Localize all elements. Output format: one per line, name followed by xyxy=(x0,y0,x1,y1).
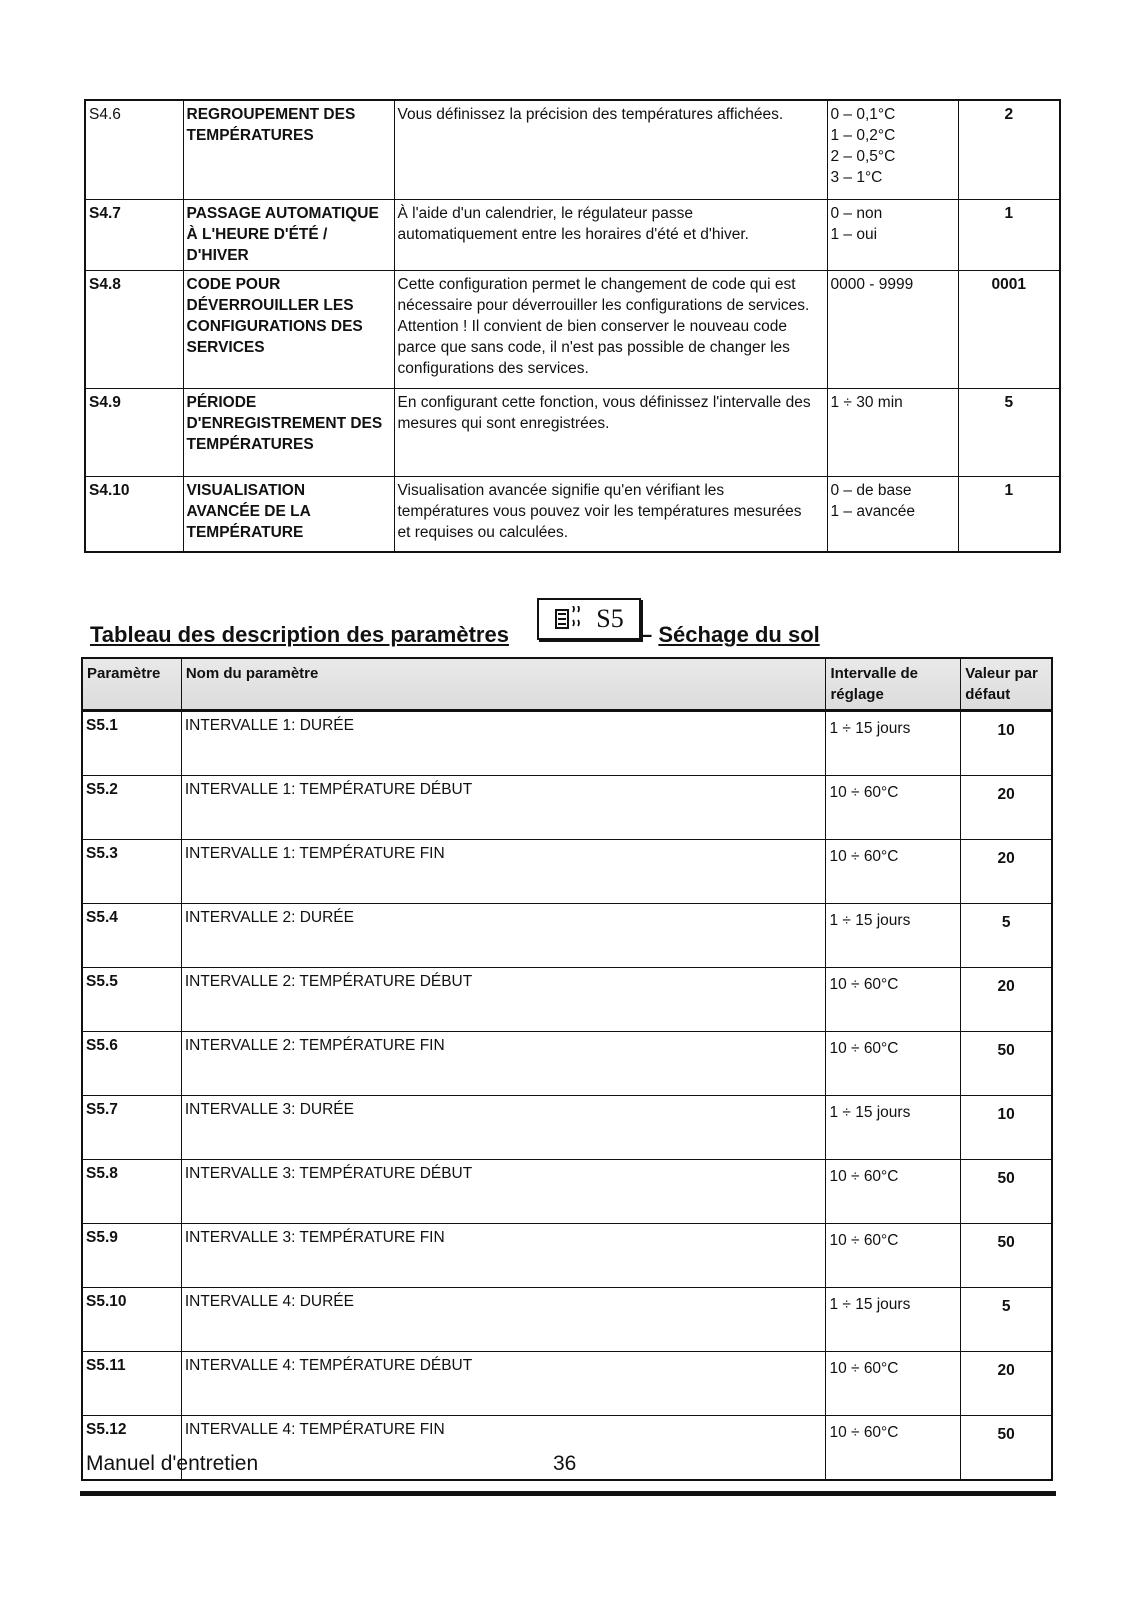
param-default: 5 xyxy=(961,1288,1052,1352)
param-name: INTERVALLE 1: TEMPÉRATURE FIN xyxy=(181,840,826,904)
param-default: 10 xyxy=(961,711,1052,776)
param-default: 1 xyxy=(958,199,1060,270)
param-name: INTERVALLE 2: TEMPÉRATURE FIN xyxy=(181,1032,826,1096)
s5-badge-label: S5 xyxy=(596,604,624,633)
param-code: S5.3 xyxy=(82,840,181,904)
param-description: Visualisation avancée signifie qu'en vérifiant les températures vous pouvez voir les températures mesurées et requises ou calculées. xyxy=(394,476,827,552)
param-name: INTERVALLE 1: TEMPÉRATURE DÉBUT xyxy=(181,776,826,840)
floor-drying-icon xyxy=(554,606,590,632)
param-code: S5.10 xyxy=(82,1288,181,1352)
param-description: Vous définissez la précision des températures affichées. xyxy=(394,100,827,199)
param-name: INTERVALLE 4: TEMPÉRATURE FIN xyxy=(181,1416,826,1481)
param-default: 0001 xyxy=(958,270,1060,388)
param-range: 1 ÷ 15 jours xyxy=(826,904,961,968)
table-row xyxy=(85,100,1060,199)
param-name: INTERVALLE 4: TEMPÉRATURE DÉBUT xyxy=(181,1352,826,1416)
param-range: 10 ÷ 60°C xyxy=(826,1416,961,1481)
param-range: 1 ÷ 15 jours xyxy=(826,1096,961,1160)
param-default: 20 xyxy=(961,968,1052,1032)
param-code: S4.6 xyxy=(85,100,183,199)
param-default: 10 xyxy=(961,1096,1052,1160)
param-range: 10 ÷ 60°C xyxy=(826,1224,961,1288)
column-header-default: Valeur par défaut xyxy=(961,658,1052,711)
table-row xyxy=(82,1352,1052,1416)
param-range: 10 ÷ 60°C xyxy=(826,1160,961,1224)
param-code: S5.5 xyxy=(82,968,181,1032)
section-heading-subtitle: – Séchage du sol xyxy=(640,622,820,647)
param-range: 1 ÷ 30 min xyxy=(827,388,958,476)
param-default: 1 xyxy=(958,476,1060,552)
param-default: 20 xyxy=(961,1352,1052,1416)
param-name: INTERVALLE 3: DURÉE xyxy=(181,1096,826,1160)
param-name: INTERVALLE 2: TEMPÉRATURE DÉBUT xyxy=(181,968,826,1032)
table-row xyxy=(82,840,1052,904)
param-default: 50 xyxy=(961,1416,1052,1481)
parameter-table-s4-body xyxy=(85,100,1060,552)
param-default: 20 xyxy=(961,840,1052,904)
param-name: PASSAGE AUTOMATIQUE À L'HEURE D'ÉTÉ / D'HIVER xyxy=(183,199,394,270)
table-row xyxy=(82,904,1052,968)
param-name: CODE POUR DÉVERROUILLER LES CONFIGURATIONS DES SERVICES xyxy=(183,270,394,388)
table-row xyxy=(82,1032,1052,1096)
param-name: INTERVALLE 2: DURÉE xyxy=(181,904,826,968)
param-code: S5.9 xyxy=(82,1224,181,1288)
s5-badge xyxy=(537,598,641,640)
param-range: 0 – de base 1 – avancée xyxy=(827,476,958,552)
param-range: 1 ÷ 15 jours xyxy=(826,711,961,776)
param-default: 50 xyxy=(961,1224,1052,1288)
param-code: S5.7 xyxy=(82,1096,181,1160)
table-row xyxy=(82,968,1052,1032)
param-code: S4.10 xyxy=(85,476,183,552)
param-default: 50 xyxy=(961,1160,1052,1224)
param-range: 10 ÷ 60°C xyxy=(826,840,961,904)
param-range: 10 ÷ 60°C xyxy=(826,776,961,840)
param-code: S4.9 xyxy=(85,388,183,476)
section-heading-text: Tableau des description des paramètres xyxy=(90,622,509,647)
param-name: INTERVALLE 3: TEMPÉRATURE FIN xyxy=(181,1224,826,1288)
table-header-row xyxy=(82,658,1052,711)
section-heading xyxy=(90,598,1050,647)
param-code: S5.11 xyxy=(82,1352,181,1416)
param-range: 0 – non 1 – oui xyxy=(827,199,958,270)
param-default: 20 xyxy=(961,776,1052,840)
column-header-range: Intervalle de réglage xyxy=(826,658,961,711)
page-number: 36 xyxy=(553,1452,577,1475)
param-default: 2 xyxy=(958,100,1060,199)
table-row xyxy=(85,388,1060,476)
param-description: Cette configuration permet le changement de code qui est nécessaire pour déverrouiller les configurations de services. Attention ! Il convient de bien conserver le nouveau code parce que sans code, il n'est pas possible de changer les configurations des services. xyxy=(394,270,827,388)
table-row xyxy=(85,270,1060,388)
column-header-name: Nom du paramètre xyxy=(181,658,826,711)
parameter-table-s4 xyxy=(84,99,1061,553)
footer-rule xyxy=(80,1491,1056,1496)
param-name: VISUALISATION AVANCÉE DE LA TEMPÉRATURE xyxy=(183,476,394,552)
param-code: S4.7 xyxy=(85,199,183,270)
table-row xyxy=(82,1160,1052,1224)
page-footer xyxy=(86,1452,1056,1502)
table-row xyxy=(82,1224,1052,1288)
param-name: PÉRIODE D'ENREGISTREMENT DES TEMPÉRATURES xyxy=(183,388,394,476)
table-row xyxy=(85,476,1060,552)
table-row xyxy=(82,1096,1052,1160)
table-row xyxy=(82,1288,1052,1352)
param-default: 5 xyxy=(961,904,1052,968)
param-default: 50 xyxy=(961,1032,1052,1096)
parameter-table-s5 xyxy=(81,657,1053,1481)
param-code: S5.12 xyxy=(82,1416,181,1481)
param-range: 10 ÷ 60°C xyxy=(826,968,961,1032)
param-range: 10 ÷ 60°C xyxy=(826,1032,961,1096)
table-row xyxy=(85,199,1060,270)
column-header-param: Paramètre xyxy=(82,658,181,711)
parameter-table-s5-body xyxy=(82,711,1052,1481)
param-description: En configurant cette fonction, vous définissez l'intervalle des mesures qui sont enregistrées. xyxy=(394,388,827,476)
param-code: S4.8 xyxy=(85,270,183,388)
param-code: S5.6 xyxy=(82,1032,181,1096)
param-range: 10 ÷ 60°C xyxy=(826,1352,961,1416)
table-row xyxy=(82,776,1052,840)
param-code: S5.4 xyxy=(82,904,181,968)
param-name: INTERVALLE 1: DURÉE xyxy=(181,711,826,776)
param-range: 1 ÷ 15 jours xyxy=(826,1288,961,1352)
param-range: 0000 - 9999 xyxy=(827,270,958,388)
param-code: S5.1 xyxy=(82,711,181,776)
param-code: S5.8 xyxy=(82,1160,181,1224)
param-description: À l'aide d'un calendrier, le régulateur passe automatiquement entre les horaires d'été et d'hiver. xyxy=(394,199,827,270)
param-name: INTERVALLE 3: TEMPÉRATURE DÉBUT xyxy=(181,1160,826,1224)
param-name: INTERVALLE 4: DURÉE xyxy=(181,1288,826,1352)
table-row xyxy=(82,711,1052,776)
param-range: 0 – 0,1°C 1 – 0,2°C 2 – 0,5°C 3 – 1°C xyxy=(827,100,958,199)
param-name: REGROUPEMENT DES TEMPÉRATURES xyxy=(183,100,394,199)
footer-manual-title: Manuel d'entretien xyxy=(86,1452,259,1475)
param-code: S5.2 xyxy=(82,776,181,840)
param-default: 5 xyxy=(958,388,1060,476)
